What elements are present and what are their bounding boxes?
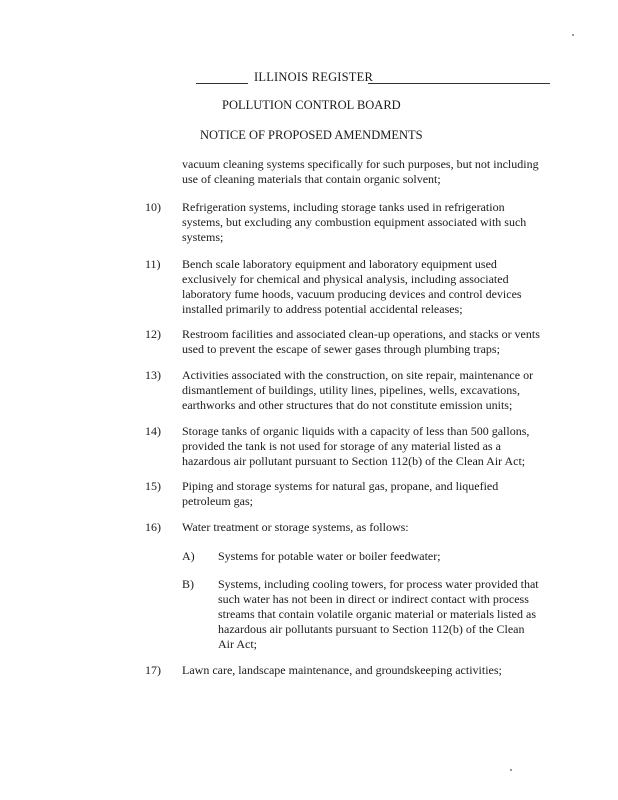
item-number: 14) (145, 424, 161, 438)
item-line: Storage tanks of organic liquids with a capacity of less than 500 gallons, (182, 424, 530, 438)
item-line: hazardous air pollutant pursuant to Section 112(b) of the Clean Air Act; (182, 454, 526, 468)
item-line: earthworks and other structures that do not constitute emission units; (182, 398, 513, 412)
item-line: provided the tank is not used for storage of any material listed as a (182, 439, 501, 453)
item-line: Water treatment or storage systems, as follows: (182, 520, 409, 534)
intro-line: vacuum cleaning systems specifically for such purposes, but not including (182, 157, 539, 171)
notice-title: NOTICE OF PROPOSED AMENDMENTS (200, 128, 423, 142)
item-number: 16) (145, 520, 161, 534)
subitem-line: hazardous air pollutants pursuant to Section 112(b) of the Clean (218, 622, 525, 636)
register-title: ILLINOIS REGISTER (254, 70, 374, 84)
item-line: Refrigeration systems, including storage tanks used in refrigeration (182, 200, 505, 214)
subitem-letter: A) (182, 549, 195, 563)
item-line: installed primarily to address potential accidental releases; (182, 302, 463, 316)
board-title: POLLUTION CONTROL BOARD (222, 98, 401, 112)
item-line: Lawn care, landscape maintenance, and groundskeeping activities; (182, 663, 502, 677)
item-line: petroleum gas; (182, 494, 253, 508)
item-number: 13) (145, 368, 161, 382)
subitem-line: streams that contain volatile organic material or materials listed as (218, 607, 537, 621)
item-line: Piping and storage systems for natural gas, propane, and liquefied (182, 479, 499, 493)
item-number: 17) (145, 663, 161, 677)
item-line: exclusively for chemical and physical analysis, including associated (182, 272, 509, 286)
item-line: Activities associated with the construction, on site repair, maintenance or (182, 368, 534, 382)
item-line: used to prevent the escape of sewer gases through plumbing traps; (182, 342, 500, 356)
scan-speck (510, 769, 512, 771)
item-line: systems; (182, 230, 224, 244)
item-line: Restroom facilities and associated clean-up operations, and stacks or vents (182, 327, 540, 341)
subitem-line: Systems, including cooling towers, for process water provided that (218, 577, 539, 591)
subitem-line: Air Act; (218, 637, 257, 651)
item-number: 15) (145, 479, 161, 493)
subitem-line: such water has not been in direct or indirect contact with process (218, 592, 529, 606)
item-line: systems, but excluding any combustion equipment associated with such (182, 215, 527, 229)
item-number: 11) (145, 257, 161, 271)
intro-line: use of cleaning materials that contain organic solvent; (182, 172, 441, 186)
item-line: laboratory fume hoods, vacuum producing devices and control devices (182, 287, 522, 301)
item-number: 10) (145, 200, 161, 214)
header-rule-left (196, 83, 248, 84)
item-number: 12) (145, 327, 161, 341)
register-header (196, 70, 550, 84)
header-rule-right (368, 83, 550, 84)
item-line: Bench scale laboratory equipment and laboratory equipment used (182, 257, 497, 271)
subitem-letter: B) (182, 577, 194, 591)
item-line: dismantlement of buildings, utility lines, pipelines, wells, excavations, (182, 383, 520, 397)
scan-speck (572, 34, 574, 36)
subitem-line: Systems for potable water or boiler feedwater; (218, 549, 441, 563)
